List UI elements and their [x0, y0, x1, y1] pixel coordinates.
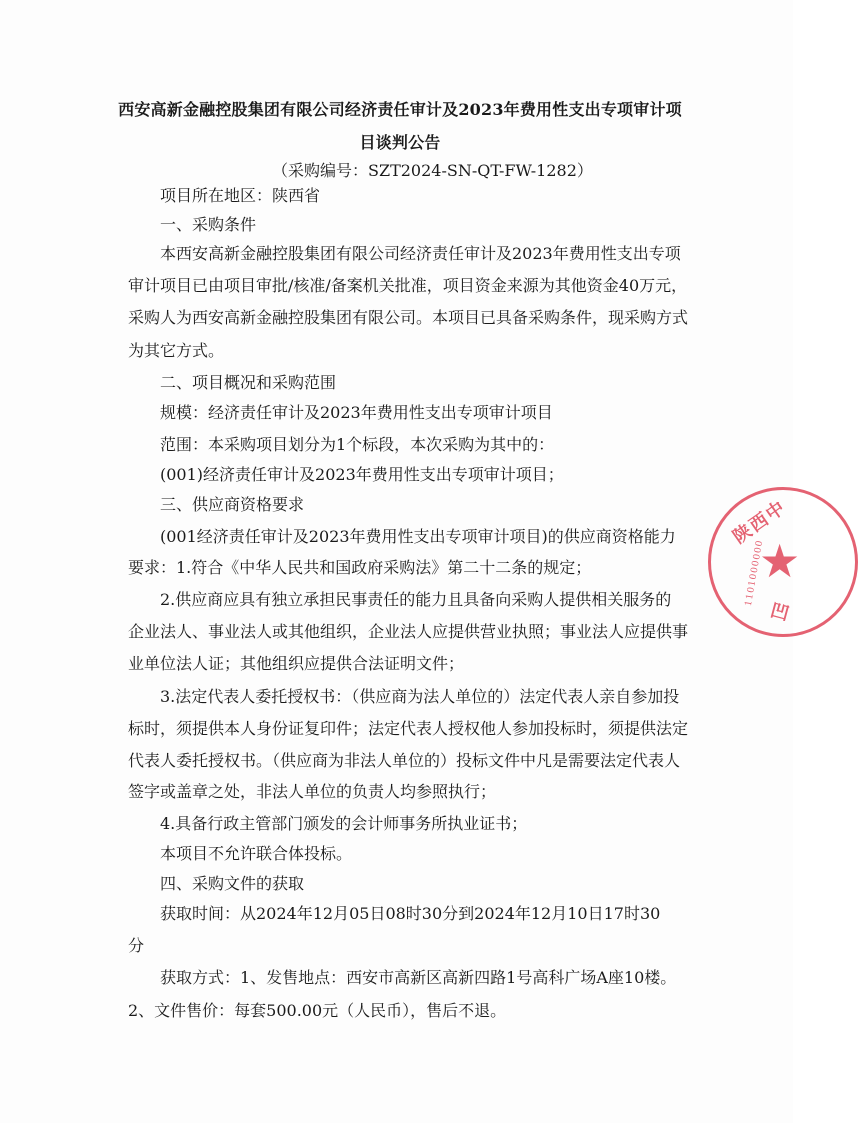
- paragraph-line: (001)经济责任审计及2023年费用性支出专项审计项目；: [160, 465, 564, 484]
- paragraph-line: 规模：经济责任审计及2023年费用性支出专项审计项目: [160, 403, 553, 422]
- paragraph-line: 2、文件售价：每套500.00元（人民币），售后不退。: [128, 1001, 507, 1020]
- seal-text: 陕西中: [729, 496, 791, 549]
- paragraph-line: 签字或盖章之处，非法人单位的负责人均参照执行；: [128, 782, 497, 801]
- paragraph-line: 获取时间：从2024年12月05日08时30分到2024年12月10日17时30: [160, 904, 661, 923]
- paragraph-line: 为其它方式。: [128, 341, 225, 360]
- star-icon: ★: [759, 534, 801, 588]
- document-title-line-2: 目谈判公告: [359, 133, 441, 152]
- paragraph-line: 分: [128, 936, 145, 955]
- section-heading-overview-scope: 二、项目概况和采购范围: [160, 373, 337, 392]
- section-heading-document-acquisition: 四、采购文件的获取: [160, 874, 305, 893]
- paragraph-line: 本项目不允许联合体投标。: [160, 844, 353, 863]
- paragraph-line: 2.供应商应具有独立承担民事责任的能力且具备向采购人提供相关服务的: [160, 590, 672, 609]
- paragraph-line: 审计项目已由项目审批/核准/备案机关批准，项目资金来源为其他资金40万元，: [128, 276, 688, 295]
- paragraph-line: 采购人为西安高新金融控股集团有限公司。本项目已具备采购条件，现采购方式: [128, 308, 689, 327]
- paragraph-line: 3.法定代表人委托授权书：（供应商为法人单位的）法定代表人亲自参加投: [160, 687, 680, 706]
- paragraph-line: 本西安高新金融控股集团有限公司经济责任审计及2023年费用性支出专项: [160, 244, 681, 263]
- project-region: 项目所在地区：陕西省: [160, 186, 321, 205]
- official-seal: [708, 487, 858, 637]
- document-title-line-1: 西安高新金融控股集团有限公司经济责任审计及2023年费用性支出专项审计项: [118, 100, 682, 119]
- paragraph-line: 标时，须提供本人身份证复印件；法定代表人授权他人参加投标时，须提供法定: [128, 719, 689, 738]
- paragraph-line: 4.具备行政主管部门颁发的会计师事务所执业证书；: [160, 814, 528, 833]
- paragraph-line: 获取方式：1、发售地点：西安市高新区高新四路1号高科广场A座10楼。: [160, 968, 677, 987]
- seal-bottom-text: 凹: [768, 599, 792, 625]
- paragraph-line: 企业法人、事业法人或其他组织，企业法人应提供营业执照；事业法人应提供事: [128, 622, 689, 641]
- section-heading-procurement-conditions: 一、采购条件: [160, 215, 257, 234]
- seal-code: 1101000000: [743, 539, 766, 607]
- section-heading-supplier-requirements: 三、供应商资格要求: [160, 495, 305, 514]
- paragraph-line: 业单位法人证；其他组织应提供合法证明文件；: [128, 654, 465, 673]
- paragraph-line: (001经济责任审计及2023年费用性支出专项审计项目)的供应商资格能力: [160, 527, 676, 546]
- paragraph-line: 代表人委托授权书。（供应商为非法人单位的）投标文件中凡是需要法定代表人: [128, 751, 681, 770]
- procurement-number: （采购编号：SZT2024-SN-QT-FW-1282）: [272, 161, 593, 180]
- paragraph-line: 范围：本采购项目划分为1个标段，本次采购为其中的：: [160, 435, 555, 454]
- paragraph-line: 要求：1.符合《中华人民共和国政府采购法》第二十二条的规定；: [128, 558, 592, 577]
